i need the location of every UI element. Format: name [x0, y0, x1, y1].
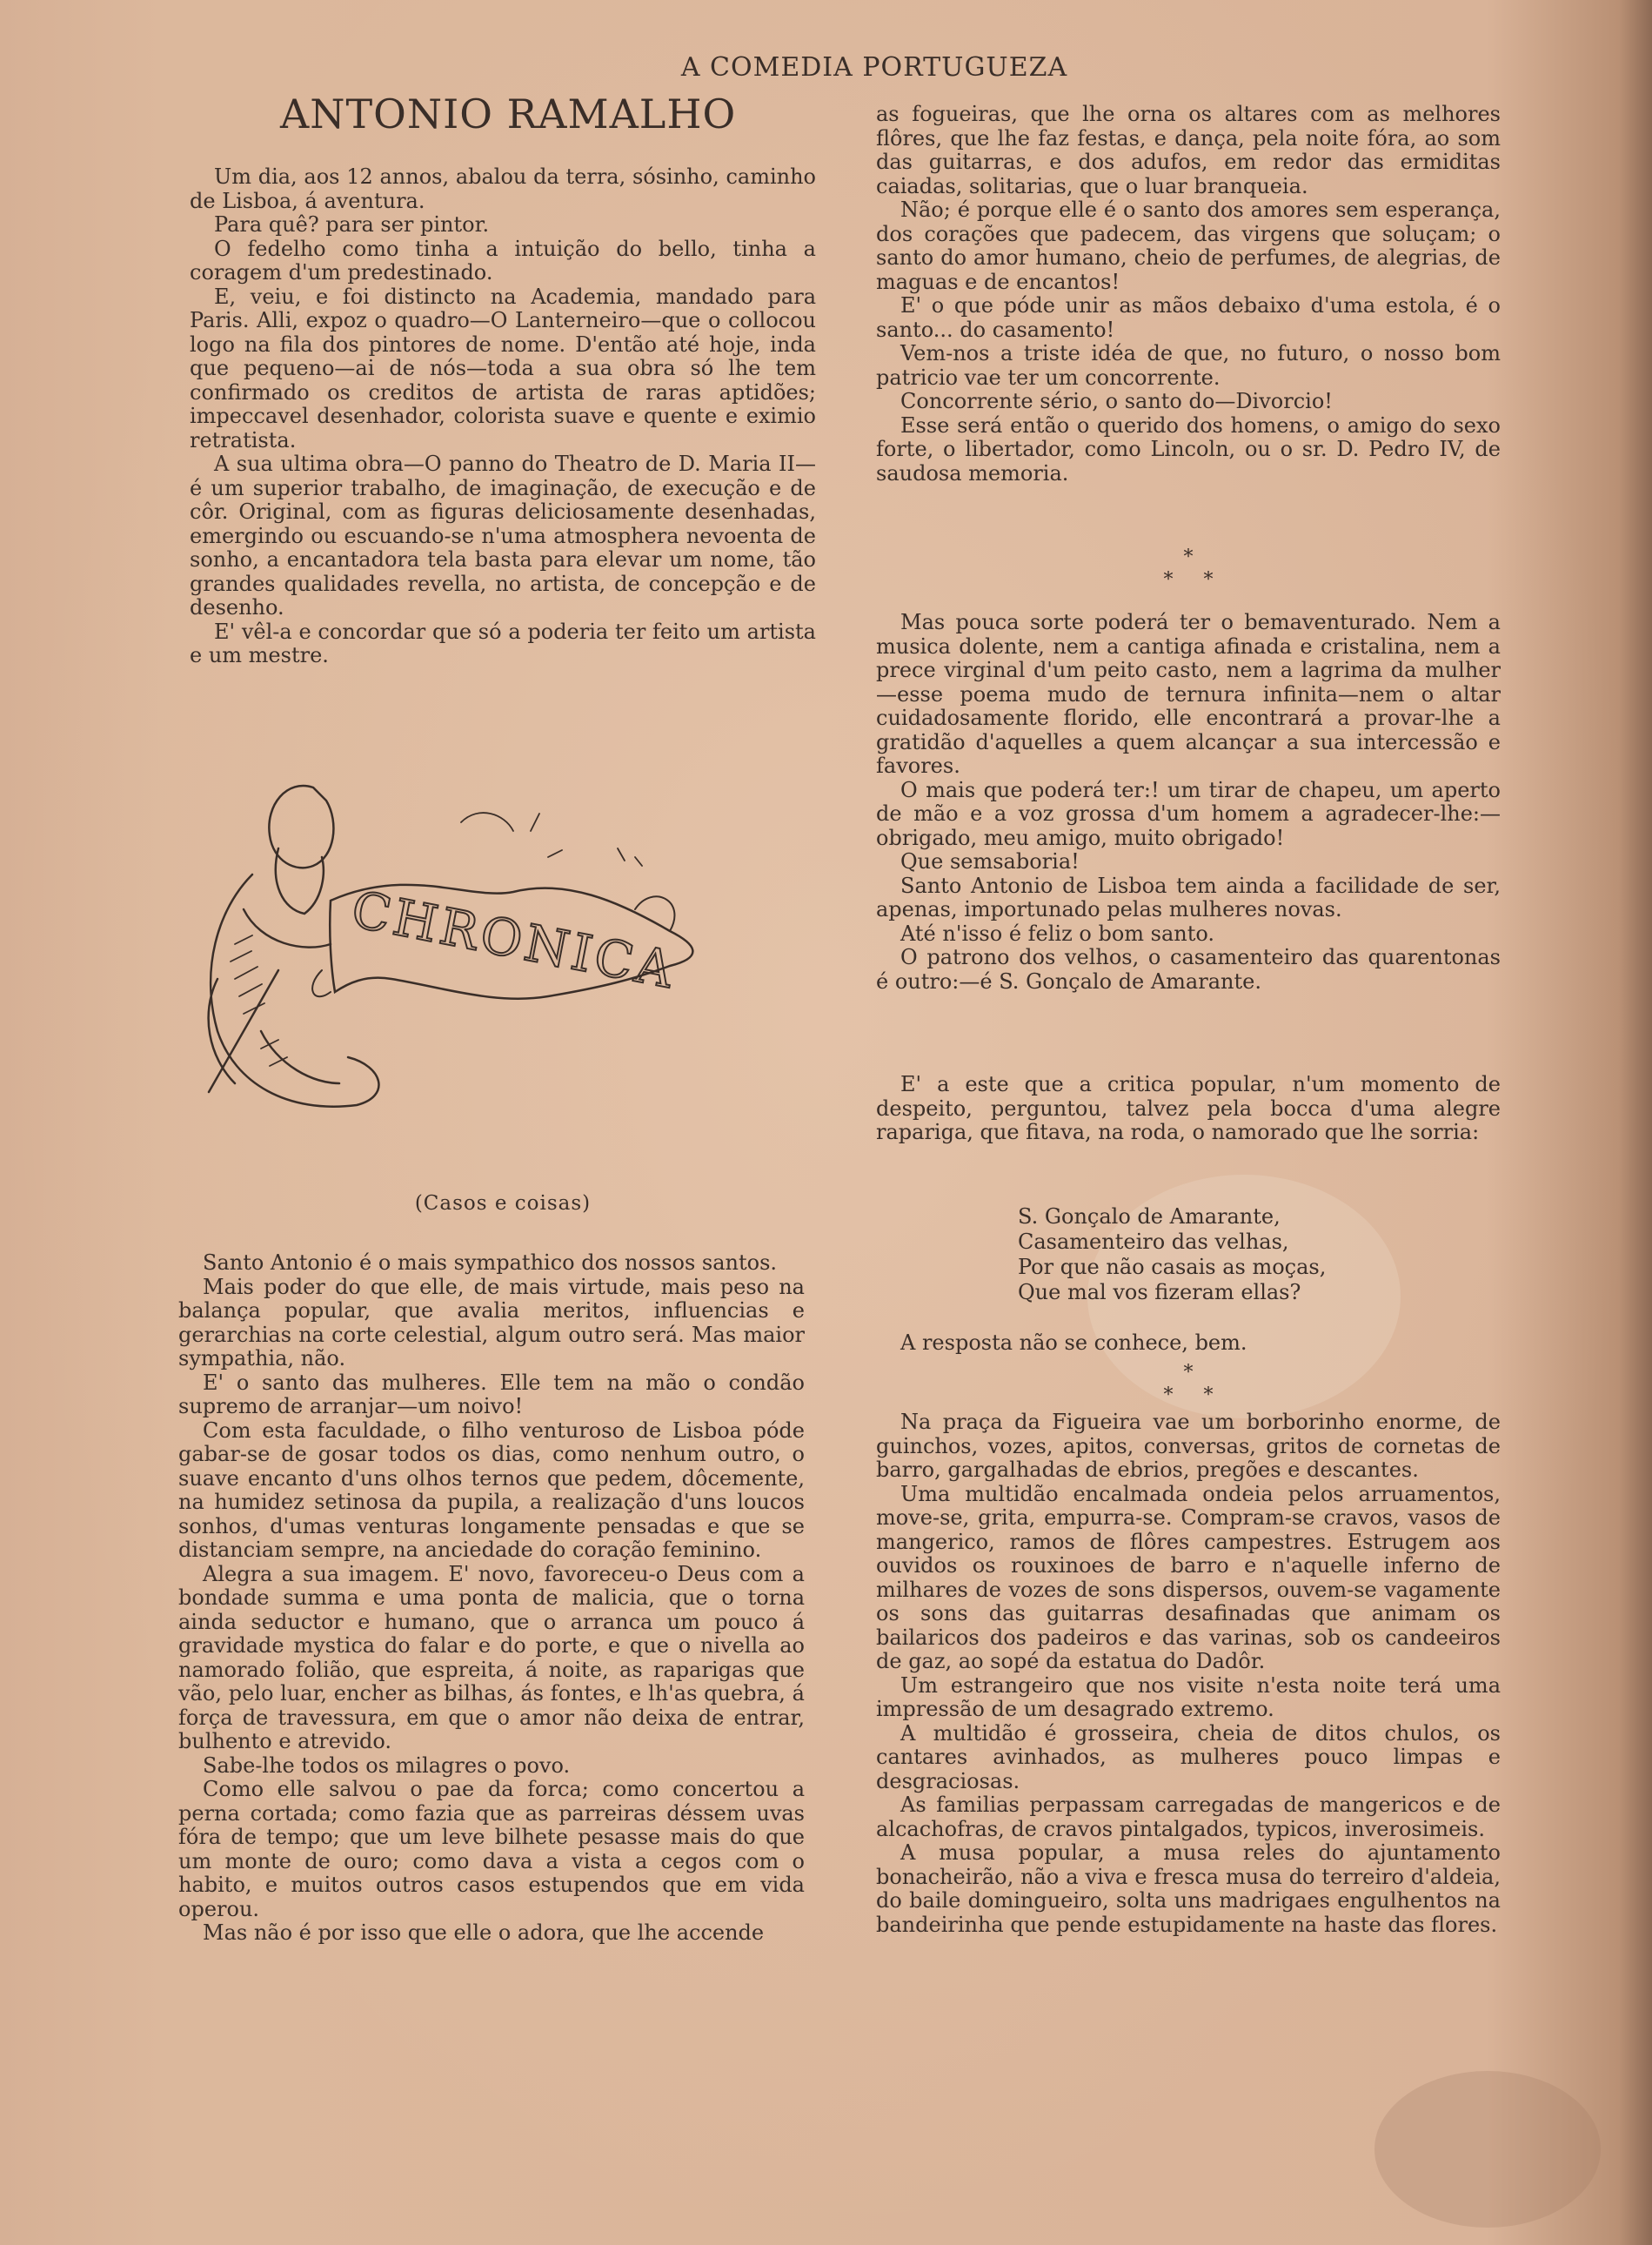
- paragraph: Sabe-lhe todos os milagres o povo.: [203, 1752, 571, 1778]
- section-heading: (Casos e coisas): [414, 1192, 592, 1215]
- paragraph: Na praça da Figueira vae um borborinho enorme, de guinchos, vozes, apitos, conversas, gritos de cornetas de barro, gargalhadas de ebrios, pregões e descantes.: [876, 1410, 1501, 1482]
- poem-after-line: [876, 1331, 1501, 1356]
- masthead: A COMEDIA PORTUGUEZA: [680, 52, 1068, 83]
- paragraph: Concorrente sério, o santo do—Divorcio!: [900, 389, 1333, 413]
- chronica-body-right-bottom: [876, 1411, 1501, 1937]
- paragraph: E' o santo das mulheres. Elle tem na mão o condão supremo de arranjar—um noivo!: [178, 1370, 805, 1418]
- floating-sketch: [461, 813, 642, 866]
- paragraph: Vem-nos a triste idéa de que, no futuro, o nosso bom patricio vae ter um concorrente.: [876, 341, 1501, 390]
- poem-line: Por que não casais as moças,: [1018, 1255, 1327, 1279]
- paragraph: Alegra a sua imagem. E' novo, favoreceu-o Deus com a bondade summa e uma ponta de malicia, que o torna ainda seductor e humano, que o arranca um pouco á gravidade mystica do falar e do porte, e que o nivella ao namorado folião, que espreita, á noite, as raparigas que vão, pelo luar, encher as bilhas, ás fontes, e lh'as quebra, á força de travessura, em que o amor não deixa de entrar, bulhento e atrevido.: [178, 1561, 805, 1753]
- figure-head: [269, 786, 333, 868]
- paragraph: Uma multidão encalmada ondeia pelos arruamentos, move-se, grita, empurra-se. Compram-se cravos, vasos de mangerico, ramos de flôres campestres. Estrugem aos ouvidos os rouxinoes de barro e n'aquelle inferno de milhares de vozes de sons dispersos, ouvem-se vagamente os sons das guitarras desafinadas que animam os bailaricos dos padeiros e das varinas, sob os candeeiros de gaz, ao sopé da estatua do Dadôr.: [876, 1481, 1501, 1673]
- paragraph: A sua ultima obra—O panno do Theatro de D. Maria II—é um superior trabalho, de imaginação, de execução e de côr. Original, com as figuras deliciosamente desenhadas, emergindo ou escuando-se n'uma atmosphera nevoenta de sonho, a encantadora tela basta para elevar um nome, tão grandes qualidades revella, no artista, de concepção e de desenho.: [190, 452, 816, 620]
- paragraph: Mais poder do que elle, de mais virtude, mais peso na balança popular, que avalia meritos, influencias e gerarchias na corte celestial, algum outro será. Mas maior sympathia, não.: [178, 1274, 805, 1370]
- paragraph: Não; é porque elle é o santo dos amores sem esperança, dos corações que padecem, das virgens que soluçam; o santo do amor humano, cheio de perfumes, de alegrias, de maguas e de encantos!: [876, 198, 1501, 294]
- quatrain: [1018, 1204, 1383, 1305]
- paragraph: A resposta não se conhece, bem.: [900, 1330, 1247, 1355]
- chronica-body-right-low: [876, 1073, 1501, 1145]
- paragraph: Um estrangeiro que nos visite n'esta noite terá uma impressão de um desagrado extremo.: [876, 1672, 1501, 1721]
- poem-line: Que mal vos fizeram ellas?: [1018, 1280, 1301, 1304]
- paragraph: Santo Antonio de Lisboa tem ainda a facilidade de ser, apenas, importunado pelas mulheres novas.: [876, 873, 1501, 921]
- figure-arm: [244, 909, 331, 948]
- paper-stain: [1374, 2071, 1601, 2228]
- poem-line: S. Gonçalo de Amarante,: [1018, 1204, 1281, 1229]
- paragraph: Com esta faculdade, o filho venturoso de Lisboa póde gabar-se de gosar todos os dias, como nenhum outro, o suave encanto d'uns olhos ternos que pedem, dôcemente, na humidez setinosa da pupila, a realização d'uns loucos sonhos, d'umas venturas longamente pensadas e que se distanciam sempre, na anciedade do coração feminino.: [178, 1417, 805, 1562]
- figure-beard: [276, 848, 324, 914]
- paragraph: as fogueiras, que lhe orna os altares com as melhores flôres, que lhe faz festas, e dança, pela noite fóra, ao som das guitarras, e dos adufos, em redor das ermiditas caiadas, solitarias, que o luar branqueia.: [876, 102, 1501, 198]
- paragraph: Esse será então o querido dos homens, o amigo do sexo forte, o libertador, como Lincoln, ou o sr. D. Pedro IV, de saudosa memoria.: [876, 412, 1501, 486]
- paragraph: Mas pouca sorte poderá ter o bemaventurado. Nem a musica dolente, nem a cantiga afinada e cristalina, nem a prece virginal d'um peito casto, nem a lagrima da mulher—esse poema mudo de ternura infinita—nem o altar cuidadosamente florido, elle encontrará a provar-lhe a gratidão d'aquelles a quem alcançar a sua intercessão e favores.: [876, 610, 1501, 778]
- figure-hatch: [231, 935, 287, 1066]
- paragraph: A multidão é grosseira, cheia de ditos chulos, os cantares avinhados, as mulheres pouco limpas e desgraciosas.: [876, 1720, 1501, 1793]
- paragraph: E, veiu, e foi distincto na Academia, mandado para Paris. Alli, expoz o quadro—O Lanterneiro—que o collocou logo na fila dos pintores de nome. D'então até hoje, inda que pequeno—ai de nós—toda a sua obra só lhe tem confirmado os creditos de artista de raras aptidões; impeccavel desenhador, colorista suave e quente e eximio retratista.: [190, 284, 816, 452]
- chronica-body-right-mid: [876, 611, 1501, 994]
- paragraph: E' o que póde unir as mãos debaixo d'uma estola, é o santo... do casamento!: [876, 293, 1501, 342]
- poem-line: Casamenteiro das velhas,: [1018, 1230, 1289, 1254]
- paragraph: E' a este que a critica popular, n'um momento de despeito, perguntou, talvez pela bocca d'uma alegre rapariga, que fitava, na roda, o namorado que lhe sorria:: [876, 1072, 1501, 1144]
- paragraph: A musa popular, a musa reles do ajuntamento bonacheirão, não a viva e fresca musa do terreiro d'aldeia, do baile domingueiro, solta uns madrigaes engulhentos na bandeirinha que pende estupidamente na haste das flores.: [876, 1840, 1501, 1937]
- article-body-ramalho: [190, 165, 816, 668]
- section-separator: * * *: [1163, 1362, 1214, 1406]
- paragraph: Um dia, aos 12 annos, abalou da terra, sósinho, caminho de Lisboa, á aventura.: [190, 164, 816, 213]
- section-separator: * * *: [1163, 546, 1214, 591]
- chronica-body-right-top: [876, 103, 1501, 486]
- paragraph: Como elle salvou o pae da forca; como concertou a perna cortada; como fazia que as parreiras déssem uvas fóra de tempo; que um leve bilhete pesasse mais do que um monte de ouro; como dava a vista a cegos com o habito, e muitos outros casos estupendos que em vida operou.: [178, 1777, 805, 1921]
- paragraph: As familias perpassam carregadas de mangericos e de alcachofras, de cravos pintalgados, typicos, inverosimeis.: [876, 1793, 1501, 1841]
- paragraph: E' vêl-a e concordar que só a poderia ter feito um artista e um mestre.: [190, 619, 816, 667]
- paragraph: Até n'isso é feliz o bom santo.: [900, 921, 1215, 946]
- article-title: ANTONIO RAMALHO: [280, 90, 737, 137]
- paragraph: Que semsaboria!: [900, 849, 1080, 874]
- figure-cloak: [209, 979, 339, 1083]
- paragraph: O patrono dos velhos, o casamenteiro das quarentonas é outro:—é S. Gonçalo de Amarante.: [876, 945, 1501, 994]
- paragraph: O fedelho como tinha a intuição do bello, tinha a coragem d'um predestinado.: [190, 236, 816, 285]
- paragraph: O mais que poderá ter:! um tirar de chapeu, um aperto de mão e a voz grossa d'um homem a agradecer-lhe:—obrigado, meu amigo, muito obrigado!: [876, 777, 1501, 850]
- paragraph: Santo Antonio é o mais sympathico dos nossos santos.: [203, 1250, 778, 1275]
- chronica-body-left: [178, 1251, 805, 1946]
- chronica-illustration: [183, 770, 809, 1127]
- paragraph: Mas não é por isso que elle o adora, que lhe accende: [203, 1920, 765, 1945]
- paragraph: Para quê? para ser pintor.: [214, 212, 490, 237]
- banner-text: CHRONICA: [346, 879, 682, 1001]
